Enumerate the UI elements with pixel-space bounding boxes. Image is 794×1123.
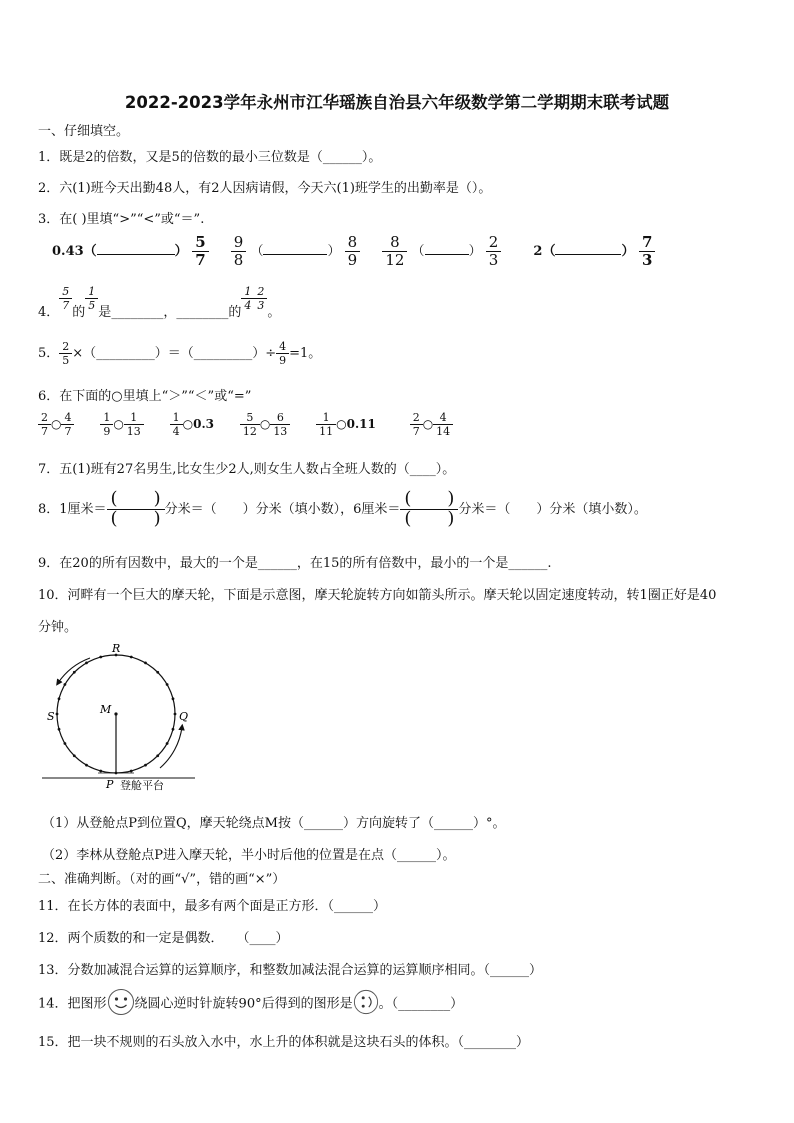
wheel-cabin-dot xyxy=(99,656,102,659)
fraction-denominator-blank[interactable]: ( ) xyxy=(404,507,455,529)
fraction-denominator: 8 xyxy=(233,251,244,269)
fraction xyxy=(486,234,502,269)
text-de: 的 xyxy=(228,305,242,320)
question-9: 9．在20的所有因数中，最大的一个是______，在15的所有倍数中，最小的一个是______. xyxy=(38,556,552,571)
fraction-numerator: 1 xyxy=(85,285,98,299)
fraction-denominator: 4 xyxy=(244,299,252,312)
fraction xyxy=(240,411,260,438)
fraction-denominator: 11 xyxy=(319,425,334,438)
fraction xyxy=(382,234,407,269)
wheel-cabin-dot xyxy=(99,770,102,773)
q6-item xyxy=(170,411,214,438)
question-3: 3．在( )里填“>”“<”或“＝”. xyxy=(38,212,205,227)
fraction xyxy=(38,411,51,438)
question-8 xyxy=(38,490,647,529)
fraction-denominator: 5 xyxy=(88,299,96,312)
fraction-numerator: 8 xyxy=(345,234,361,252)
fraction-denominator: 13 xyxy=(126,425,141,438)
compare-circle[interactable]: ○ xyxy=(51,417,62,431)
fraction-denominator: 13 xyxy=(273,425,288,438)
q3-d-left: 2（ xyxy=(533,244,556,259)
fraction xyxy=(345,234,361,269)
question-10-sub2: （2）李林从登舱点P进入摩天轮，半小时后他的位置是在点（______）。 xyxy=(42,848,456,863)
wheel-cabin-dot xyxy=(58,728,61,731)
label-M: M xyxy=(100,703,112,716)
paren-close: ） xyxy=(468,244,482,259)
question-10-sub1: （1）从登舱点P到位置Q，摩天轮绕点M按（______）方向旋转了（______）°。 xyxy=(42,816,506,831)
compare-circle[interactable]: ○ xyxy=(259,417,271,431)
answer-blank[interactable] xyxy=(425,242,469,255)
fraction-numerator: 4 xyxy=(433,411,453,425)
fraction-numerator-blank[interactable]: ( ) xyxy=(400,490,458,510)
fraction-denominator: 3 xyxy=(642,251,653,269)
question-5 xyxy=(38,340,321,367)
fraction-numerator: 1 xyxy=(316,411,336,425)
fraction-denominator: 12 xyxy=(385,251,405,269)
fraction-numerator: 5 xyxy=(192,234,208,252)
fraction xyxy=(100,411,113,438)
fraction xyxy=(276,340,289,367)
q6-item xyxy=(38,411,74,438)
wheel-cabin-dot xyxy=(172,728,175,731)
wheel-cabin-dot xyxy=(85,662,88,665)
wheel-cabin-dot xyxy=(166,683,169,686)
fraction-denominator: 9 xyxy=(279,354,287,367)
text-times: ×（ xyxy=(72,346,97,361)
answer-blank[interactable]: ________ xyxy=(176,305,229,320)
rotation-arrow-right xyxy=(160,727,182,768)
fraction-blank[interactable] xyxy=(107,490,165,529)
wheel-cabin-dot xyxy=(166,742,169,745)
fraction xyxy=(433,411,453,438)
wheel-cabin-dot xyxy=(130,656,133,659)
wheel-cabin-dot xyxy=(73,754,76,757)
question-number: 5． xyxy=(38,346,60,361)
q3-item-a xyxy=(52,234,209,269)
q6-item xyxy=(100,411,143,438)
question-10-line2: 分钟。 xyxy=(38,620,78,635)
q14-end: 。（________） xyxy=(378,996,464,1012)
wheel-cabin-dot xyxy=(130,770,133,773)
compare-value: 0.3 xyxy=(193,417,214,431)
paren-close: ） xyxy=(621,244,635,259)
rotated-face-icon xyxy=(353,989,379,1015)
label-Q: Q xyxy=(179,710,189,723)
question-6-items xyxy=(38,411,453,438)
wheel-cabin-dot xyxy=(172,697,175,700)
center-point xyxy=(114,712,117,715)
fraction xyxy=(59,285,72,312)
fraction xyxy=(170,411,183,438)
question-2: 2．六(1)班今天出勤48人，有2人因病请假，今天六(1)班学生的出勤率是（）。 xyxy=(38,181,492,196)
fraction-denominator: 14 xyxy=(436,425,451,438)
text-div: ）÷ xyxy=(252,346,277,361)
wheel-cabin-dot xyxy=(156,754,159,757)
label-S: S xyxy=(47,710,55,723)
answer-blank[interactable] xyxy=(263,242,327,255)
compare-circle[interactable]: ○ xyxy=(182,417,194,431)
fraction-numerator: 2 xyxy=(254,285,267,299)
fraction-denominator: 7 xyxy=(41,425,48,438)
label-P: P xyxy=(106,778,114,791)
answer-blank[interactable] xyxy=(555,242,621,255)
q8-mid1: 分米＝（ ）分米（填小数），6厘米＝ xyxy=(164,501,401,517)
fraction-numerator: 2 xyxy=(59,340,72,354)
wheel-cabin-dot xyxy=(58,697,61,700)
question-1: 1．既是2的倍数，又是5的倍数的最小三位数是（______）。 xyxy=(38,150,382,165)
fraction-numerator: 9 xyxy=(231,234,247,252)
text-eq: ）＝（ xyxy=(154,346,194,361)
fraction-denominator: 9 xyxy=(347,251,358,269)
question-13: 13．分数加减混合运算的运算顺序，和整数加减法混合运算的运算顺序相同。（______） xyxy=(38,963,543,978)
fraction xyxy=(231,234,247,269)
fraction-numerator: 2 xyxy=(38,411,51,425)
q6-item xyxy=(240,411,290,438)
question-6: 6．在下面的○里填上“＞”“＜”或“=” xyxy=(38,389,252,404)
label-R: R xyxy=(112,642,121,655)
fraction xyxy=(59,340,72,367)
text-de: 的 xyxy=(72,305,86,320)
paren-close: ） xyxy=(327,244,341,259)
fraction-numerator: 5 xyxy=(59,285,72,299)
answer-blank[interactable]: ________ xyxy=(111,305,164,320)
answer-blank[interactable] xyxy=(97,242,175,255)
fraction xyxy=(639,234,655,269)
question-11: 11．在长方体的表面中，最多有两个面是正方形．（______） xyxy=(38,899,387,914)
question-12: 12．两个质数的和一定是偶数． （____） xyxy=(38,931,289,946)
q6-item xyxy=(410,411,453,438)
question-3-items xyxy=(52,234,655,269)
fraction-denominator: 12 xyxy=(242,425,257,438)
fraction xyxy=(85,285,98,312)
compare-value: 0.11 xyxy=(346,417,376,431)
fraction-numerator: 6 xyxy=(270,411,290,425)
fraction xyxy=(192,234,208,269)
fraction xyxy=(124,411,144,438)
text-end: =1。 xyxy=(289,346,322,361)
wheel-cabin-dot xyxy=(144,764,147,767)
compare-circle[interactable]: ○ xyxy=(336,417,347,431)
fraction-denominator: 7 xyxy=(62,299,70,312)
q8-start: 8．1厘米＝ xyxy=(38,501,107,517)
q3-a-left: 0.43（ xyxy=(52,244,97,259)
wheel-cabin-dot xyxy=(174,713,177,716)
q3-item-c: $\frac{8}{12}$ （ ） $\frac{2}{3}$ xyxy=(382,234,501,269)
fraction xyxy=(254,285,267,312)
fraction-numerator: 7 xyxy=(639,234,655,252)
fraction-numerator: 4 xyxy=(61,411,74,425)
fraction xyxy=(241,285,254,312)
fraction-denominator: 7 xyxy=(412,425,420,438)
wheel-cabin-dot xyxy=(64,683,67,686)
q8-mid2: 分米＝（ ）分米（填小数）。 xyxy=(458,501,647,517)
fraction-denominator: 7 xyxy=(195,251,206,269)
fraction xyxy=(410,411,423,438)
question-7: 7．五(1)班有27名男生,比女生少2人,则女生人数占全班人数的（____）。 xyxy=(38,462,456,477)
fraction-numerator: 4 xyxy=(276,340,289,354)
fraction-numerator: 1 xyxy=(241,285,254,299)
fraction-numerator: 1 xyxy=(124,411,144,425)
section-heading-judge: 二、准确判断。（对的画“√”，错的画“×”） xyxy=(38,872,286,887)
text-shi: 是 xyxy=(98,305,112,320)
fraction-blank[interactable] xyxy=(400,490,458,529)
fraction-numerator: 2 xyxy=(410,411,423,425)
fraction-denominator: 7 xyxy=(64,425,72,438)
wheel-cabin-dot xyxy=(64,742,67,745)
q3-item-b: $\frac{9}{8}$ （ ） $\frac{8}{9}$ xyxy=(231,234,360,269)
fraction-denominator: 4 xyxy=(172,425,180,438)
fraction xyxy=(270,411,290,438)
text-comma: ， xyxy=(163,305,177,320)
fraction-denominator: 9 xyxy=(103,425,111,438)
fraction xyxy=(316,411,336,438)
fraction-numerator: 1 xyxy=(170,411,183,425)
page-title: 2022-2023学年永州市江华瑶族自治县六年级数学第二学期期末联考试题 xyxy=(124,93,670,112)
wheel-cabin-dot xyxy=(56,713,59,716)
fraction-numerator: 8 xyxy=(382,234,407,252)
question-number: 4． xyxy=(38,305,60,320)
compare-circle[interactable]: ○ xyxy=(113,417,124,431)
fraction-numerator: 5 xyxy=(240,411,260,425)
q14-mid: 绕圆心逆时针旋转90°后得到的图形是 xyxy=(134,996,353,1012)
paren-close: ） xyxy=(174,244,188,259)
fraction-denominator-blank[interactable]: ( ) xyxy=(110,507,161,529)
question-15: 15．把一块不规则的石头放入水中，水上升的体积就是这块石头的体积。（________） xyxy=(38,1035,530,1050)
q6-item xyxy=(316,411,376,438)
question-4 xyxy=(38,285,280,320)
label-platform: 登舱平台 xyxy=(120,779,164,792)
question-14 xyxy=(38,988,463,1016)
fraction-denominator: 3 xyxy=(488,251,499,269)
q14-start: 14．把图形 xyxy=(38,996,107,1012)
fraction-denominator: 3 xyxy=(257,299,265,312)
wheel-cabin-dot xyxy=(73,671,76,674)
fraction-numerator-blank[interactable]: ( ) xyxy=(107,490,165,510)
wheel-cabin-dot xyxy=(85,764,88,767)
answer-blank[interactable]: _________ xyxy=(96,346,155,361)
wheel-cabin-dot xyxy=(144,662,147,665)
question-10-line1: 10．河畔有一个巨大的摩天轮，下面是示意图，摩天轮旋转方向如箭头所示。摩天轮以固定速度转动，转1圈正好是40 xyxy=(38,588,717,603)
fraction xyxy=(61,411,74,438)
fraction-numerator: 2 xyxy=(486,234,502,252)
wheel-cabin-dot xyxy=(156,671,159,674)
answer-blank[interactable]: _________ xyxy=(193,346,253,361)
smiley-face-icon xyxy=(107,988,135,1016)
text-end: 。 xyxy=(267,305,281,320)
rotation-arrow-top xyxy=(58,658,90,683)
compare-circle[interactable]: ○ xyxy=(422,417,434,431)
ferris-wheel-diagram xyxy=(40,640,200,795)
fraction-numerator: 1 xyxy=(100,411,113,425)
fraction-denominator: 5 xyxy=(62,354,70,367)
section-heading-fill: 一、仔细填空。 xyxy=(38,124,130,139)
q3-item-d xyxy=(533,234,655,269)
